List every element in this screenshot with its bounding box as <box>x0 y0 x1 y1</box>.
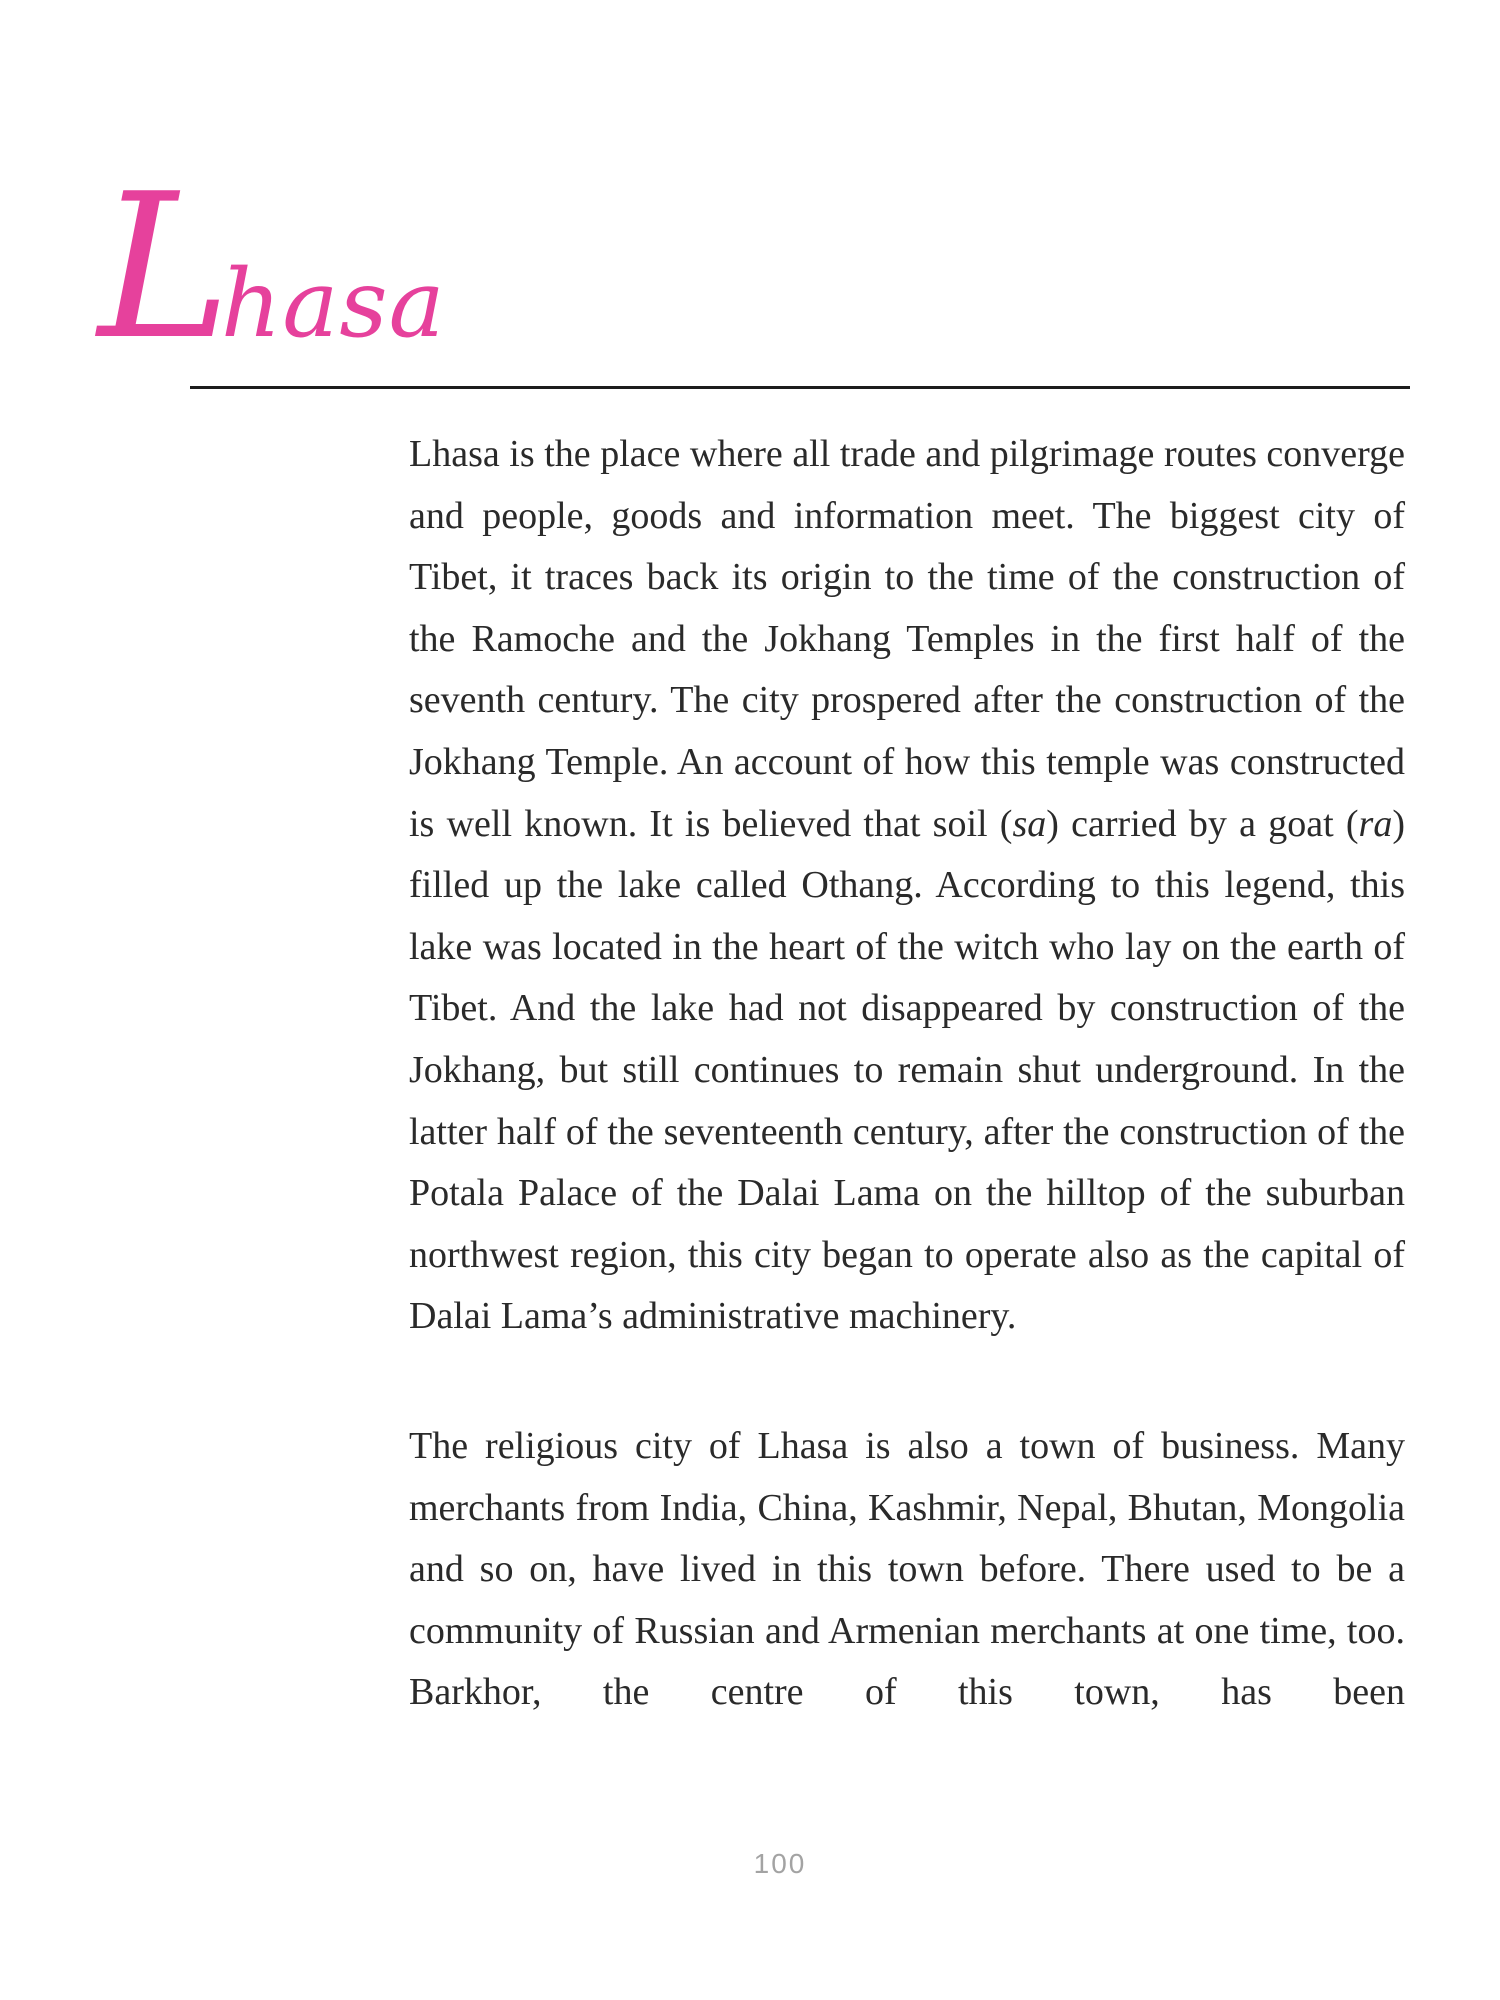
paragraph-1-italic-ra: ra <box>1358 802 1393 845</box>
paragraph-1-text-a: Lhasa is the place where all trade and pilgrimage routes converge and people, goods and information meet. The biggest city of Tibet, it traces back its origin to the time of the construction of the Ramoche and the Jokhang Temples in the first half of the seventh century. The city prospered after the construction of the Jokhang Temple. An account of how this temple was constructed is well known. It is believed that soil ( <box>409 433 1405 845</box>
paragraph-1-italic-sa: sa <box>1012 802 1047 845</box>
body-text <box>409 424 1405 1724</box>
paragraph-1-text-b: ) carried by a goat ( <box>1046 802 1359 845</box>
paragraph-1-text-c: ) filled up the lake called Othang. According to this legend, this lake was located in the heart of the witch who lay on the earth of Tibet. And the lake had not disappeared by construction of the Jokhang, but still continues to remain shut underground. In the latter half of the seventeenth century, after the construction of the Potala Palace of the Dalai Lama on the hilltop of the suburban northwest region, this city began to operate also as the capital of Dalai Lama’s administrative machinery. <box>409 802 1405 1338</box>
chapter-title <box>98 151 446 384</box>
paragraph-1 <box>409 424 1405 1348</box>
page-number: 100 <box>753 1848 807 1879</box>
chapter-title-initial: L <box>98 151 221 384</box>
paragraph-2 <box>409 1416 1405 1724</box>
paragraph-2-text: The religious city of Lhasa is also a town of business. Many merchants from India, China, Kashmir, Nepal, Bhutan, Mongolia and so on, have lived in this town before. There used to be a community of Russian and Armenian merchants at one time, too. Barkhor, the centre of this town, has been <box>409 1424 1405 1714</box>
chapter-title-rest: hasa <box>220 250 446 359</box>
title-divider <box>190 386 1410 389</box>
